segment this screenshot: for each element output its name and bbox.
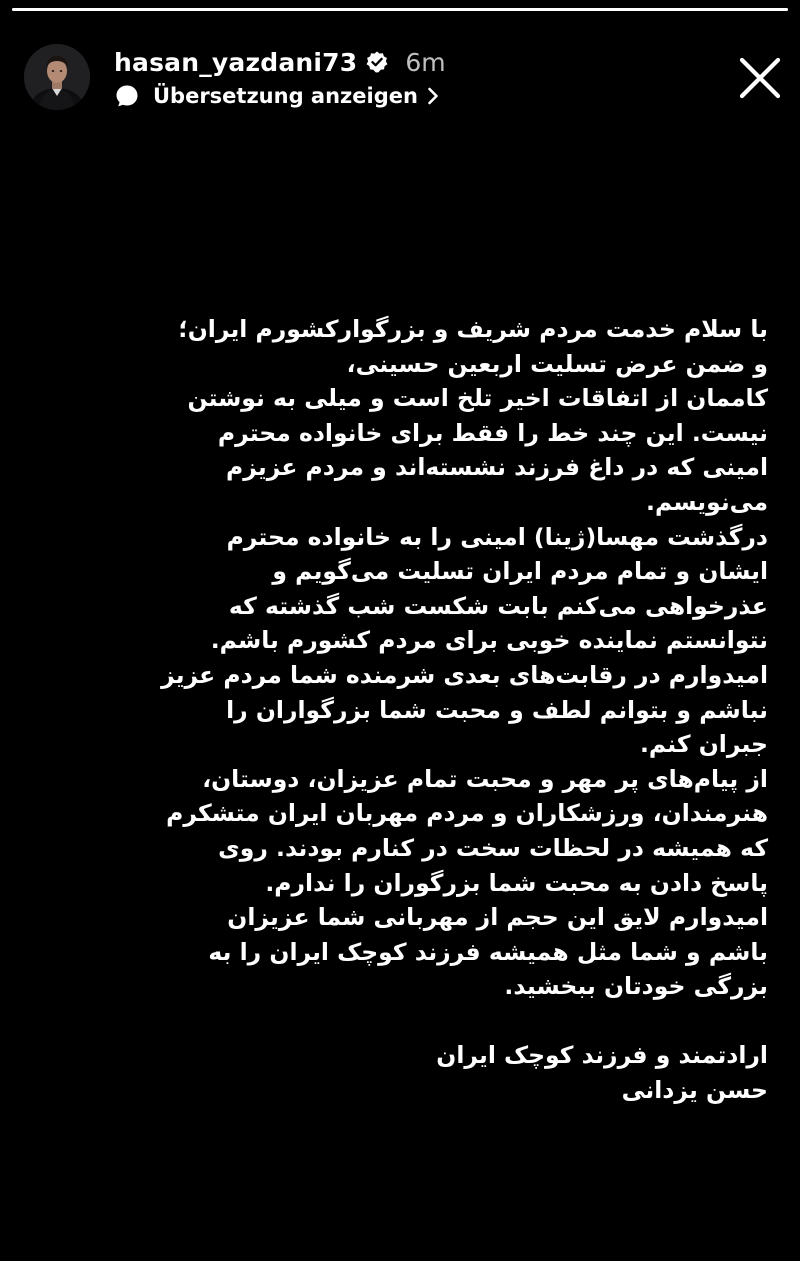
- close-button[interactable]: [734, 52, 786, 104]
- text-line: با سلام خدمت مردم شریف و بزرگوارکشورم ایران؛: [178, 315, 768, 343]
- text-line: امینی که در داغ فرزند نشسته‌اند و مردم عزیزم: [226, 453, 768, 482]
- post-text: [30, 312, 768, 1108]
- avatar-image: [24, 44, 90, 110]
- text-line: و ضمن عرض تسلیت اربعین حسینی،: [346, 349, 768, 378]
- text-line: عذرخواهی می‌کنم بابت شکست شب گذشته که: [228, 591, 768, 620]
- text-line: امیدوارم لایق این حجم از مهربانی شما عزیزان: [227, 903, 768, 932]
- show-translation-button[interactable]: [114, 81, 440, 111]
- blank-line: [30, 1004, 768, 1039]
- text-line: امیدوارم در رقابت‌های بعدی شرمنده شما مردم عزیز: [161, 660, 768, 689]
- text-line: ایشان و تمام مردم ایران تسلیت می‌گویم و: [272, 557, 768, 586]
- text-line: از پیام‌های پر مهر و محبت تمام عزیزان، دوستان،: [202, 764, 768, 793]
- text-line: که همیشه در لحظات سخت در کنارم بودند. روی: [218, 833, 768, 862]
- chevron-right-icon: [426, 86, 440, 106]
- text-line: بزرگی خودتان ببخشید.: [504, 972, 768, 1001]
- text-line: ارادتمند و فرزند کوچک ایران: [436, 1041, 768, 1070]
- translate-bubble-icon: [114, 83, 140, 109]
- text-line: هنرمندان، ورزشکاران و مردم مهربان ایران متشکرم: [166, 799, 768, 828]
- username[interactable]: hasan_yazdani73: [114, 47, 358, 77]
- text-line: جبران کنم.: [639, 730, 768, 759]
- avatar[interactable]: [24, 44, 90, 110]
- close-icon: [734, 52, 786, 104]
- text-line: نیست. این چند خط را فقط برای خانواده محترم: [217, 418, 768, 447]
- story-progress-bar: [12, 8, 788, 11]
- story-user-row: [114, 44, 446, 80]
- text-line: نتوانستم نماینده خوبی برای مردم کشورم باشم.: [210, 626, 768, 655]
- text-line: نباشم و بتوانم لطف و محبت شما بزرگواران را: [226, 695, 768, 724]
- text-line: کاممان از اتفاقات اخیر تلخ است و میلی به نوشتن: [187, 384, 768, 413]
- verified-badge-icon: [365, 50, 389, 74]
- story-progress-fill: [12, 8, 788, 11]
- post-time: 6m: [405, 47, 446, 77]
- text-line: حسن یزدانی: [621, 1076, 768, 1105]
- story-header: [0, 0, 800, 130]
- text-line: می‌نویسم.: [646, 487, 768, 516]
- text-line: درگذشت مهسا(ژینا) امینی را به خانواده محترم: [226, 522, 768, 551]
- text-line: پاسخ دادن به محبت شما بزرگوران را ندارم.: [265, 868, 768, 897]
- show-translation-label: Übersetzung anzeigen: [153, 84, 418, 108]
- text-line: باشم و شما مثل همیشه فرزند کوچک ایران را به: [208, 937, 768, 966]
